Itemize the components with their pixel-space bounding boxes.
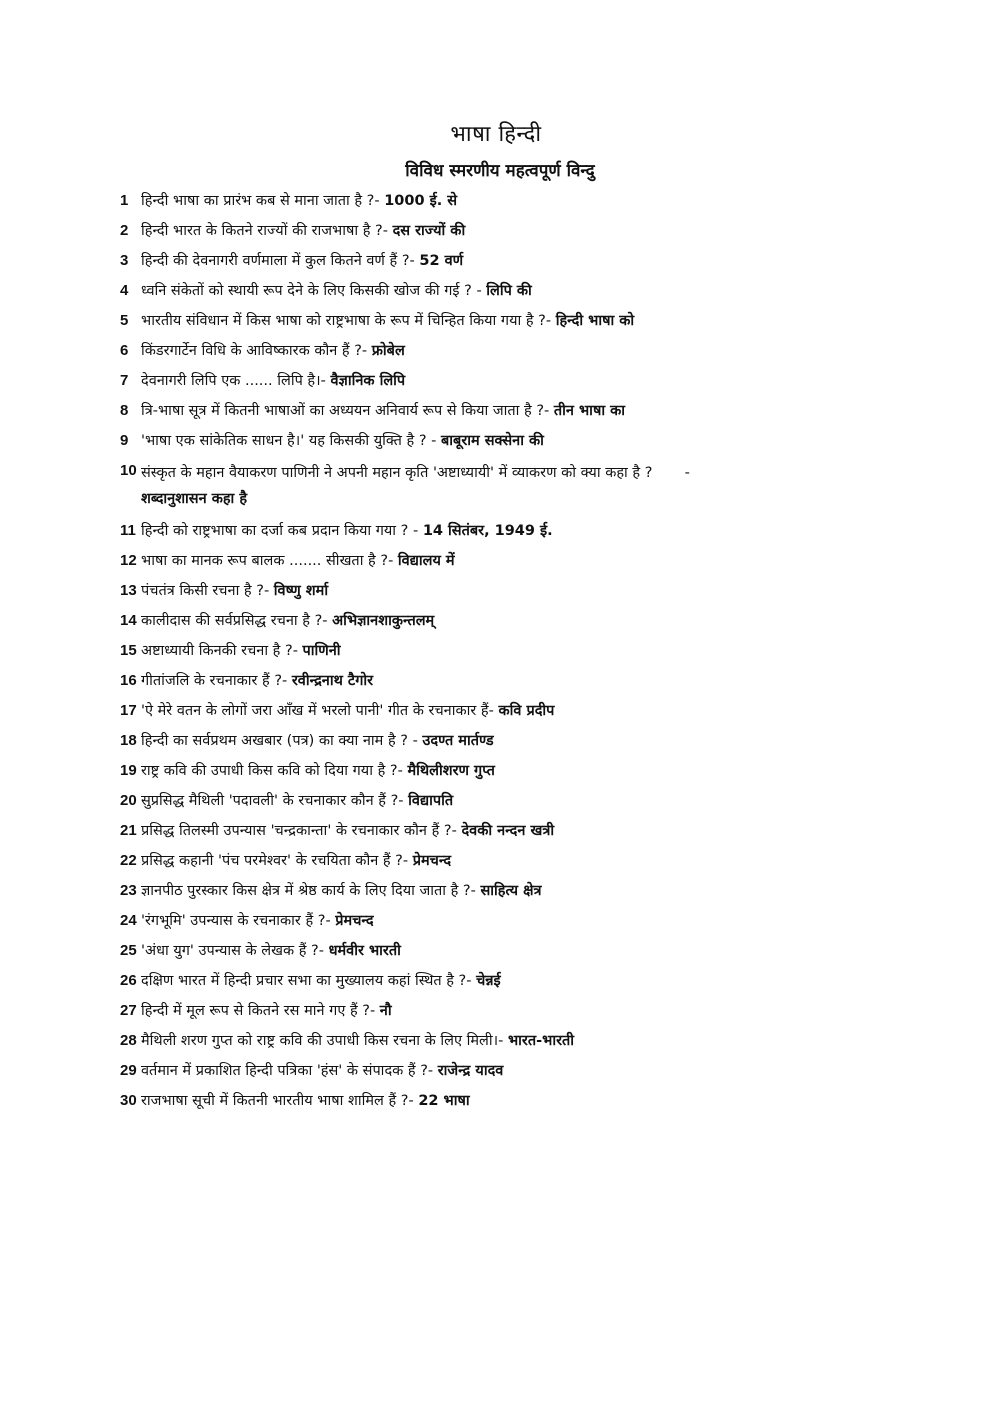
list-item — [120, 548, 860, 578]
answer-text: प्रेमचन्द — [335, 913, 374, 929]
question-text: गीतांजलि के रचनाकार हैं ? — [141, 673, 283, 689]
separator: - — [369, 1003, 380, 1019]
question-text: हिन्दी भाषा का प्रारंभ कब से माना जाता है ? — [141, 193, 375, 209]
separator: - — [470, 883, 481, 899]
item-text — [141, 610, 860, 632]
item-text — [141, 820, 860, 842]
list-item — [120, 1088, 860, 1118]
separator: - — [451, 823, 462, 839]
item-number: 23 — [120, 882, 137, 899]
answer-text: चेन्नई — [476, 973, 501, 989]
answer-text: बाबूराम सक्सेना की — [441, 433, 544, 449]
separator: - — [361, 343, 372, 359]
item-text — [141, 1000, 860, 1022]
question-text: 'अंधा युग' उपन्यास के लेखक हैं ? — [141, 943, 319, 959]
answer-text: विष्णु शर्मा — [273, 583, 329, 599]
item-number: 21 — [120, 822, 137, 839]
question-text: 'भाषा एक सांकेतिक साधन है।' यह किसकी युक्ति है ? — [141, 433, 427, 449]
answer-text: लिपि की — [486, 283, 532, 299]
separator: - — [398, 793, 409, 809]
answer-text: शब्दानुशासन कहा है — [141, 491, 248, 507]
answer-text: हिन्दी भाषा को — [555, 313, 635, 329]
item-text — [141, 730, 860, 752]
item-text — [141, 430, 860, 452]
item-number: 16 — [120, 672, 137, 689]
list-item — [120, 1058, 860, 1088]
list-item — [120, 518, 860, 548]
separator: - — [408, 523, 423, 539]
item-text — [141, 400, 860, 422]
separator: - — [402, 853, 413, 869]
question-text: त्रि-भाषा सूत्र में कितनी भाषाओं का अध्ययन अनिवार्य रूप से किया जाता है ? — [141, 403, 545, 419]
list-item — [120, 878, 860, 908]
question-text: सुप्रसिद्ध मैथिली 'पदावली' के रचनाकार कौन हैं ? — [141, 793, 399, 809]
question-list — [120, 188, 860, 1118]
list-item — [120, 938, 860, 968]
separator: - — [322, 613, 333, 629]
answer-text: फ्रोबेल — [371, 343, 405, 359]
separator: - — [408, 1093, 419, 1109]
page-subtitle: विविध स्मरणीय महत्वपूर्ण विन्दु — [405, 161, 595, 181]
list-item — [120, 638, 860, 668]
separator: - — [374, 193, 385, 209]
answer-text: विद्यापति — [408, 793, 454, 809]
separator: - — [407, 733, 423, 749]
answer-text: विद्यालय में — [397, 553, 455, 569]
question-text: हिन्दी को राष्ट्रभाषा का दर्जा कब प्रदान किया गया ? — [141, 523, 409, 539]
answer-text: उदण्त मार्तण्ड — [422, 733, 494, 749]
item-text — [141, 1030, 860, 1052]
separator: - — [320, 373, 331, 389]
question-text: हिन्दी का सर्वप्रथम अखबार (पत्र) का क्या नाम है ? — [141, 733, 408, 749]
answer-text: धर्मवीर भारती — [328, 943, 401, 959]
item-text — [141, 580, 860, 602]
list-item — [120, 1028, 860, 1058]
item-text — [141, 1090, 860, 1112]
question-text: अष्टाध्यायी किनकी रचना है ? — [141, 643, 293, 659]
list-item — [120, 218, 860, 248]
answer-text: रवीन्द्रनाथ टैगोर — [291, 673, 374, 689]
separator: - — [382, 223, 393, 239]
separator: - — [471, 283, 487, 299]
item-text — [141, 790, 860, 812]
question-text: राजभाषा सूची में कितनी भारतीय भाषा शामिल हैं ? — [141, 1093, 409, 1109]
answer-text: भारत-भारती — [507, 1033, 575, 1049]
item-text — [141, 370, 860, 392]
list-item — [120, 698, 860, 728]
list-item — [120, 248, 860, 278]
list-item — [120, 668, 860, 698]
list-item — [120, 338, 860, 368]
item-number: 4 — [120, 282, 129, 299]
separator: - — [488, 703, 499, 719]
item-number: 19 — [120, 762, 137, 779]
question-text: संस्कृत के महान वैयाकरण पाणिनी ने अपनी महान कृति 'अष्टाध्यायी' में व्याकरण को क्या कहा है ? — [141, 465, 653, 481]
question-text: प्रसिद्ध कहानी 'पंच परमेश्वर' के रचयिता कौन हैं ? — [141, 853, 403, 869]
item-number: 2 — [120, 222, 129, 239]
item-text — [141, 850, 860, 872]
question-text: राष्ट्र कवि की उपाधी किस कवि को दिया गया है ? — [141, 763, 398, 779]
page-title: भाषा हिन्दी — [450, 122, 542, 147]
list-item — [120, 818, 860, 848]
separator: - — [544, 403, 554, 419]
answer-text: दस राज्यों की — [392, 223, 466, 239]
item-number: 18 — [120, 732, 137, 749]
list-item — [120, 848, 860, 878]
item-number: 10 — [120, 462, 137, 479]
list-item — [120, 368, 860, 398]
item-number: 29 — [120, 1062, 137, 1079]
question-text: भाषा का मानक रूप बालक ....... सीखता है ? — [141, 553, 389, 569]
item-text — [141, 940, 860, 962]
answer-text: 52 वर्ण — [419, 253, 464, 269]
item-text — [141, 340, 860, 362]
item-number: 30 — [120, 1092, 137, 1109]
item-number: 8 — [120, 402, 129, 419]
list-item — [120, 428, 860, 458]
item-number: 28 — [120, 1032, 137, 1049]
item-number: 14 — [120, 612, 137, 629]
question-text: मैथिली शरण गुप्त को राष्ट्र कवि की उपाधी किस रचना के लिए मिली। — [141, 1033, 499, 1049]
list-item — [120, 278, 860, 308]
item-number: 22 — [120, 852, 137, 869]
item-text — [141, 700, 860, 722]
answer-text: साहित्य क्षेत्र — [480, 883, 542, 899]
answer-text: अभिज्ञानशाकुन्तलम् — [332, 613, 435, 629]
item-text — [141, 190, 860, 212]
answer-text: प्रेमचन्द — [412, 853, 452, 869]
item-number: 5 — [120, 312, 129, 329]
answer-text: तीन भाषा का — [553, 403, 626, 419]
list-item — [120, 998, 860, 1028]
item-text — [141, 280, 860, 302]
item-number: 11 — [120, 522, 136, 539]
list-item — [120, 608, 860, 638]
separator: - — [388, 553, 398, 569]
item-number: 7 — [120, 372, 129, 389]
list-item — [120, 788, 860, 818]
answer-text: नौ — [379, 1003, 392, 1019]
item-number: 26 — [120, 972, 137, 989]
question-text: पंचतंत्र किसी रचना है ? — [141, 583, 264, 599]
item-number: 27 — [120, 1002, 137, 1019]
item-text — [141, 220, 860, 242]
list-item — [120, 458, 860, 518]
answer-text: वैज्ञानिक लिपि — [330, 373, 406, 389]
item-text — [141, 460, 860, 512]
question-text: कालीदास की सर्वप्रसिद्ध रचना है ? — [141, 613, 323, 629]
list-item — [120, 908, 860, 938]
question-text: हिन्दी भारत के कितने राज्यों की राजभाषा है ? — [141, 223, 383, 239]
question-text: प्रसिद्ध तिलस्मी उपन्यास 'चन्द्रकान्ता' के रचनाकार कौन हैं ? — [141, 823, 452, 839]
item-number: 15 — [120, 642, 137, 659]
separator: - — [545, 313, 556, 329]
list-item — [120, 188, 860, 218]
separator: - — [292, 643, 303, 659]
answer-text: पाणिनी — [302, 643, 341, 659]
separator: - — [263, 583, 274, 599]
separator: - — [498, 1033, 508, 1049]
separator: - — [325, 913, 336, 929]
question-text: वर्तमान में प्रकाशित हिन्दी पत्रिका 'हंस' के संपादक हैं ? — [141, 1063, 428, 1079]
question-text: 'ऐ मेरे वतन के लोगों जरा आँख में भरलो पानी' गीत के रचनाकार हैं — [141, 703, 489, 719]
item-number: 20 — [120, 792, 137, 809]
item-text — [141, 880, 860, 902]
question-text: हिन्दी में मूल रूप से कितने रस माने गए हैं ? — [141, 1003, 370, 1019]
separator: - — [409, 253, 420, 269]
answer-text: 14 सितंबर, 1949 ई. — [422, 523, 553, 539]
separator: - — [397, 763, 408, 779]
list-item — [120, 578, 860, 608]
list-item — [120, 728, 860, 758]
item-number: 12 — [120, 552, 137, 569]
question-text: 'रंगभूमि' उपन्यास के रचनाकार हैं ? — [141, 913, 326, 929]
question-text: दक्षिण भारत में हिन्दी प्रचार सभा का मुख्यालय कहां स्थित है ? — [141, 973, 467, 989]
question-text: भारतीय संविधान में किस भाषा को राष्ट्रभाषा के रूप में चिन्हित किया गया है ? — [141, 313, 546, 329]
question-text: किंडरगार्टेन विधि के आविष्कारक कौन हैं ? — [141, 343, 362, 359]
answer-text: राजेन्द्र यादव — [437, 1063, 504, 1079]
list-item — [120, 758, 860, 788]
answer-text: 22 भाषा — [418, 1093, 470, 1109]
item-number: 25 — [120, 942, 137, 959]
list-item — [120, 308, 860, 338]
item-text — [141, 1060, 860, 1082]
question-text: देवनागरी लिपि एक ...... लिपि है। — [141, 373, 321, 389]
item-number: 6 — [120, 342, 129, 359]
item-text — [141, 640, 860, 662]
item-number: 9 — [120, 432, 129, 449]
answer-text: 1000 ई. से — [384, 193, 458, 209]
separator: - — [427, 1063, 438, 1079]
separator: - — [426, 433, 442, 449]
item-number: 1 — [120, 192, 129, 209]
separator: - — [652, 465, 695, 481]
separator: - — [466, 973, 477, 989]
item-text — [141, 760, 860, 782]
item-text — [141, 310, 860, 332]
question-text: ध्वनि संकेतों को स्थायी रूप देने के लिए किसकी खोज की गई ? — [141, 283, 472, 299]
item-number: 17 — [120, 702, 137, 719]
question-text: ज्ञानपीठ पुरस्कार किस क्षेत्र में श्रेष्ठ कार्य के लिए दिया जाता है ? — [141, 883, 471, 899]
separator: - — [282, 673, 292, 689]
item-text — [141, 670, 860, 692]
item-text — [141, 520, 860, 542]
answer-text: कवि प्रदीप — [498, 703, 555, 719]
separator: - — [318, 943, 329, 959]
answer-text: देवकी नन्दन खत्री — [461, 823, 555, 839]
item-text — [141, 550, 860, 572]
item-number: 13 — [120, 582, 137, 599]
item-text — [141, 250, 860, 272]
question-text: हिन्दी की देवनागरी वर्णमाला में कुल कितने वर्ण हैं ? — [141, 253, 410, 269]
item-text — [141, 910, 860, 932]
answer-text: मैथिलीशरण गुप्त — [407, 763, 495, 779]
list-item — [120, 398, 860, 428]
list-item — [120, 968, 860, 998]
item-number: 3 — [120, 252, 129, 269]
item-number: 24 — [120, 912, 137, 929]
item-text — [141, 970, 860, 992]
